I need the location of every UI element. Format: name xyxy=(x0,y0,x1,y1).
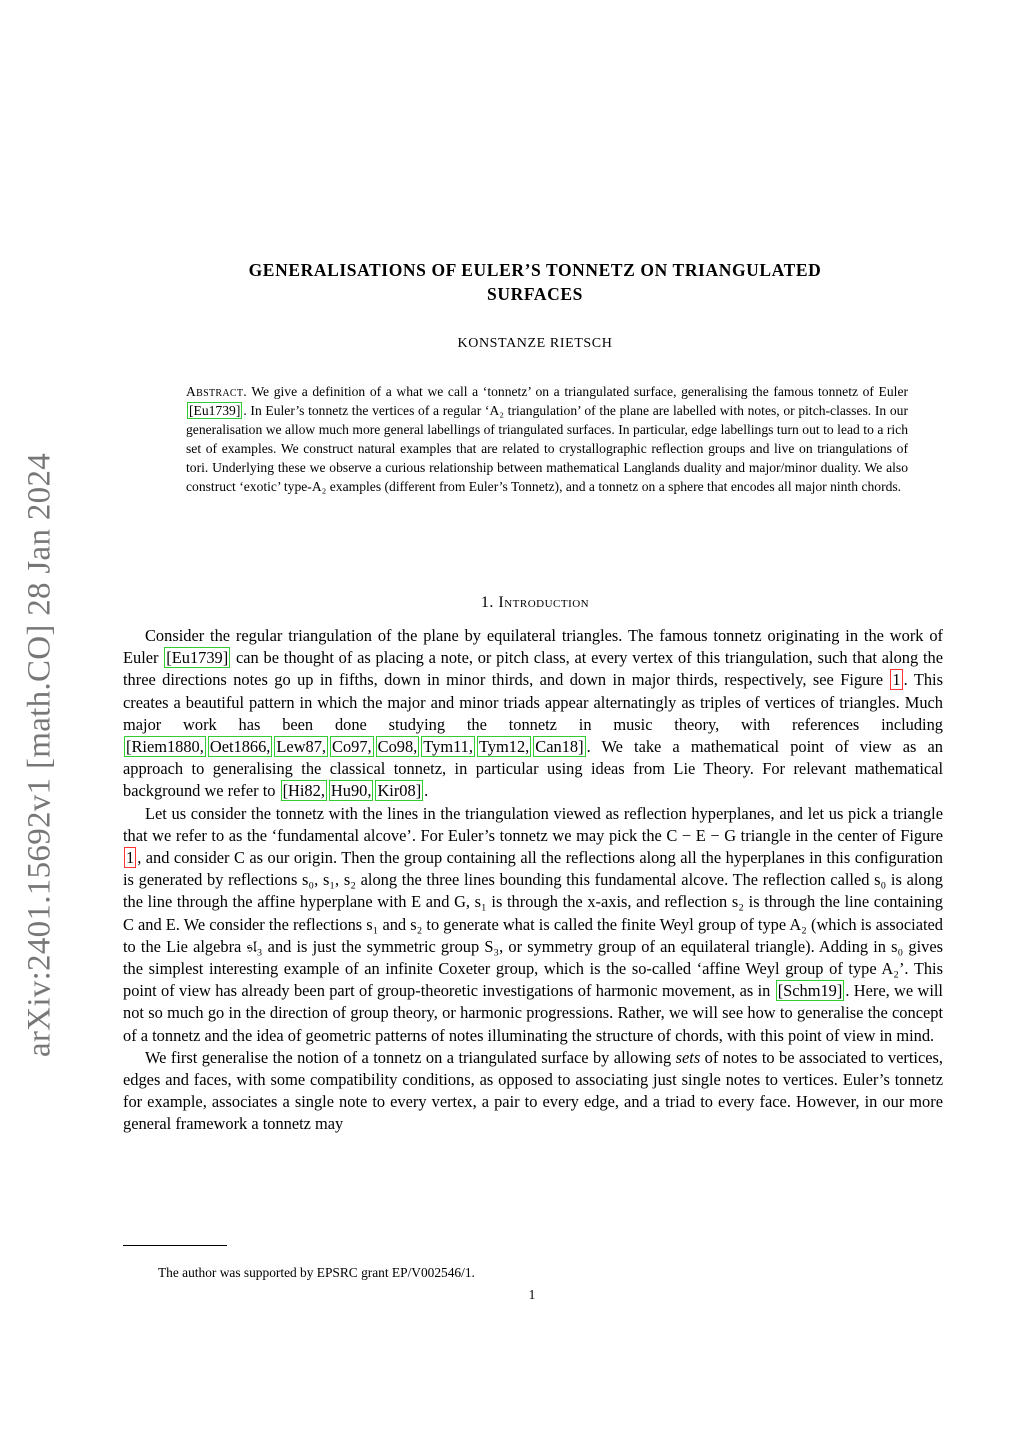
footnote: The author was supported by EPSRC grant EP/V002546/1. xyxy=(158,1265,475,1280)
body-text xyxy=(123,625,943,1136)
p2-text-1: Let us consider the tonnetz with the lines in the triangulation viewed as reflection hyperplanes, and let us pick a triangle that we refer to as the ‘fundamental alcove’. For Euler’s tonnetz we may pick the C − E − G triangle in the center of Figure xyxy=(123,803,943,845)
p3-emphasis: sets xyxy=(675,1047,701,1067)
arxiv-id-text: arXiv:2401.15692v1 [math.CO] 28 Jan 2024 xyxy=(21,452,58,1058)
paragraph-1 xyxy=(123,625,943,803)
abstract-label: Abstract. xyxy=(186,384,247,399)
page-number: 1 xyxy=(528,1287,536,1302)
abstract xyxy=(186,382,908,496)
citation-link[interactable]: [Eu1739] xyxy=(189,403,241,418)
p1-text-3: . This creates a beautiful pattern in which the major and minor triads appear alternatingly as triples of vertices of triangles. Much major work has been done studying the tonnetz in music theory, with references including xyxy=(123,670,943,734)
footnote-divider xyxy=(123,1245,227,1246)
p1-text-1: Consider the regular triangulation of the plane by equilateral triangles. The famous tonnetz originating in the work of Euler xyxy=(123,626,943,668)
p1-text-4: . We take a mathematical point of view as an approach to generalising the classical tonnetz, in particular using ideas from Lie Theory. For relevant mathematical background we refer to xyxy=(123,737,943,801)
citation-link[interactable]: Tym12, xyxy=(478,737,530,757)
author-name: KONSTANZE RIETSCH xyxy=(457,336,613,351)
p1-text-2: can be thought of as placing a note, or pitch class, at every vertex of this triangulation, such that along the three directions notes go up in fifths, down in minor thirds, and down in major thirds, respectively, see Figure xyxy=(123,648,943,690)
abstract-text-1: We give a definition of a what we call a ‘tonnetz’ on a triangulated surface, generalising the famous tonnetz of Euler xyxy=(251,384,908,399)
arxiv-sidebar-stamp xyxy=(20,430,60,1080)
paragraph-3 xyxy=(123,1047,943,1136)
title-line-2: SURFACES xyxy=(487,284,583,304)
citation-link[interactable]: [Schm19] xyxy=(777,981,843,1001)
citation-link[interactable]: Hu90, xyxy=(330,781,372,801)
title-line-1: GENERALISATIONS OF EULER’S TONNETZ ON TRIANGULATED xyxy=(248,260,822,280)
citation-link[interactable]: [Riem1880, xyxy=(126,737,204,757)
figure-ref-link[interactable]: 1 xyxy=(892,670,901,690)
section-number: 1. xyxy=(480,594,494,611)
p3-text-1: We first generalise the notion of a tonnetz on a triangulated surface by allowing xyxy=(145,1047,672,1067)
p1-text-5: . xyxy=(424,781,429,801)
p3-text-2: of notes to be associated to vertices, edges and faces, with some compatibility conditions, as opposed to associating just single notes to vertices. Euler’s tonnetz for example, associates a single note to every vertex, a pair to every edge, and a triad to every face. However, in our more general framework a tonnetz may xyxy=(123,1047,943,1134)
p2-text-2: , and consider C as our origin. Then the group containing all the reflections along all the hyperplanes in this configuration is generated by reflections s₀, s₁, s₂ along the three lines bounding this fundamental alcove. The reflection called s₀ is along the line through the affine hyperplane with E and G, s₁ is through the x-axis, and reflection s₂ is through the line containing C and E. We consider the reflections s₁ and s₂ to generate what is called the finite Weyl group of type A₂ (which is associated to the Lie algebra 𝔰𝔩₃ and is just the symmetric group S₃, or symmetry group of an equilateral triangle). Adding in s₀ gives the simplest interesting example of an infinite Coxeter group, which is the so-called ‘affine Weyl group of type A₂’. This point of view has already been part of group-theoretic investigations of harmonic movement, as in xyxy=(123,848,943,1001)
citation-link[interactable]: Can18] xyxy=(535,737,584,757)
citation-link[interactable]: [Hi82, xyxy=(282,781,325,801)
section-heading xyxy=(150,594,920,612)
citation-link[interactable]: Tym11, xyxy=(423,737,473,757)
paper-title xyxy=(150,258,920,306)
section-name: Introduction xyxy=(498,594,590,611)
citation-link[interactable]: Lew87, xyxy=(276,737,327,757)
citation-link[interactable]: [Eu1739] xyxy=(166,648,229,668)
citation-link[interactable]: Kir08] xyxy=(377,781,422,801)
abstract-text-2: . In Euler’s tonnetz the vertices of a regular ‘A₂ triangulation’ of the plane are labelled with notes, or pitch-classes. In our generalisation we allow much more general labellings of triangulated surfaces. In particular, edge labellings turn out to lead to a rich set of examples. We construct natural examples that are related to crystallographic reflection groups and live on triangulations of tori. Underlying these we observe a curious relationship between mathematical Langlands duality and major/minor duality. We also construct ‘exotic’ type-A₂ examples (different from Euler’s Tonnetz), and a tonnetz on a sphere that encodes all major ninth chords. xyxy=(186,403,908,494)
citation-link[interactable]: Co97, xyxy=(332,737,372,757)
p2-text-3: . Here, we will not so much go in the direction of group theory, or harmonic progressions. Rather, we will see how to generalise the concept of a tonnetz and the idea of geometric patterns of notes illuminating the structure of chords, with this point of view in mind. xyxy=(123,981,943,1045)
citation-link[interactable]: Oet1866, xyxy=(209,737,271,757)
citation-link[interactable]: Co98, xyxy=(377,737,418,757)
figure-ref-link[interactable]: 1 xyxy=(126,848,135,868)
paragraph-2 xyxy=(123,803,943,1047)
